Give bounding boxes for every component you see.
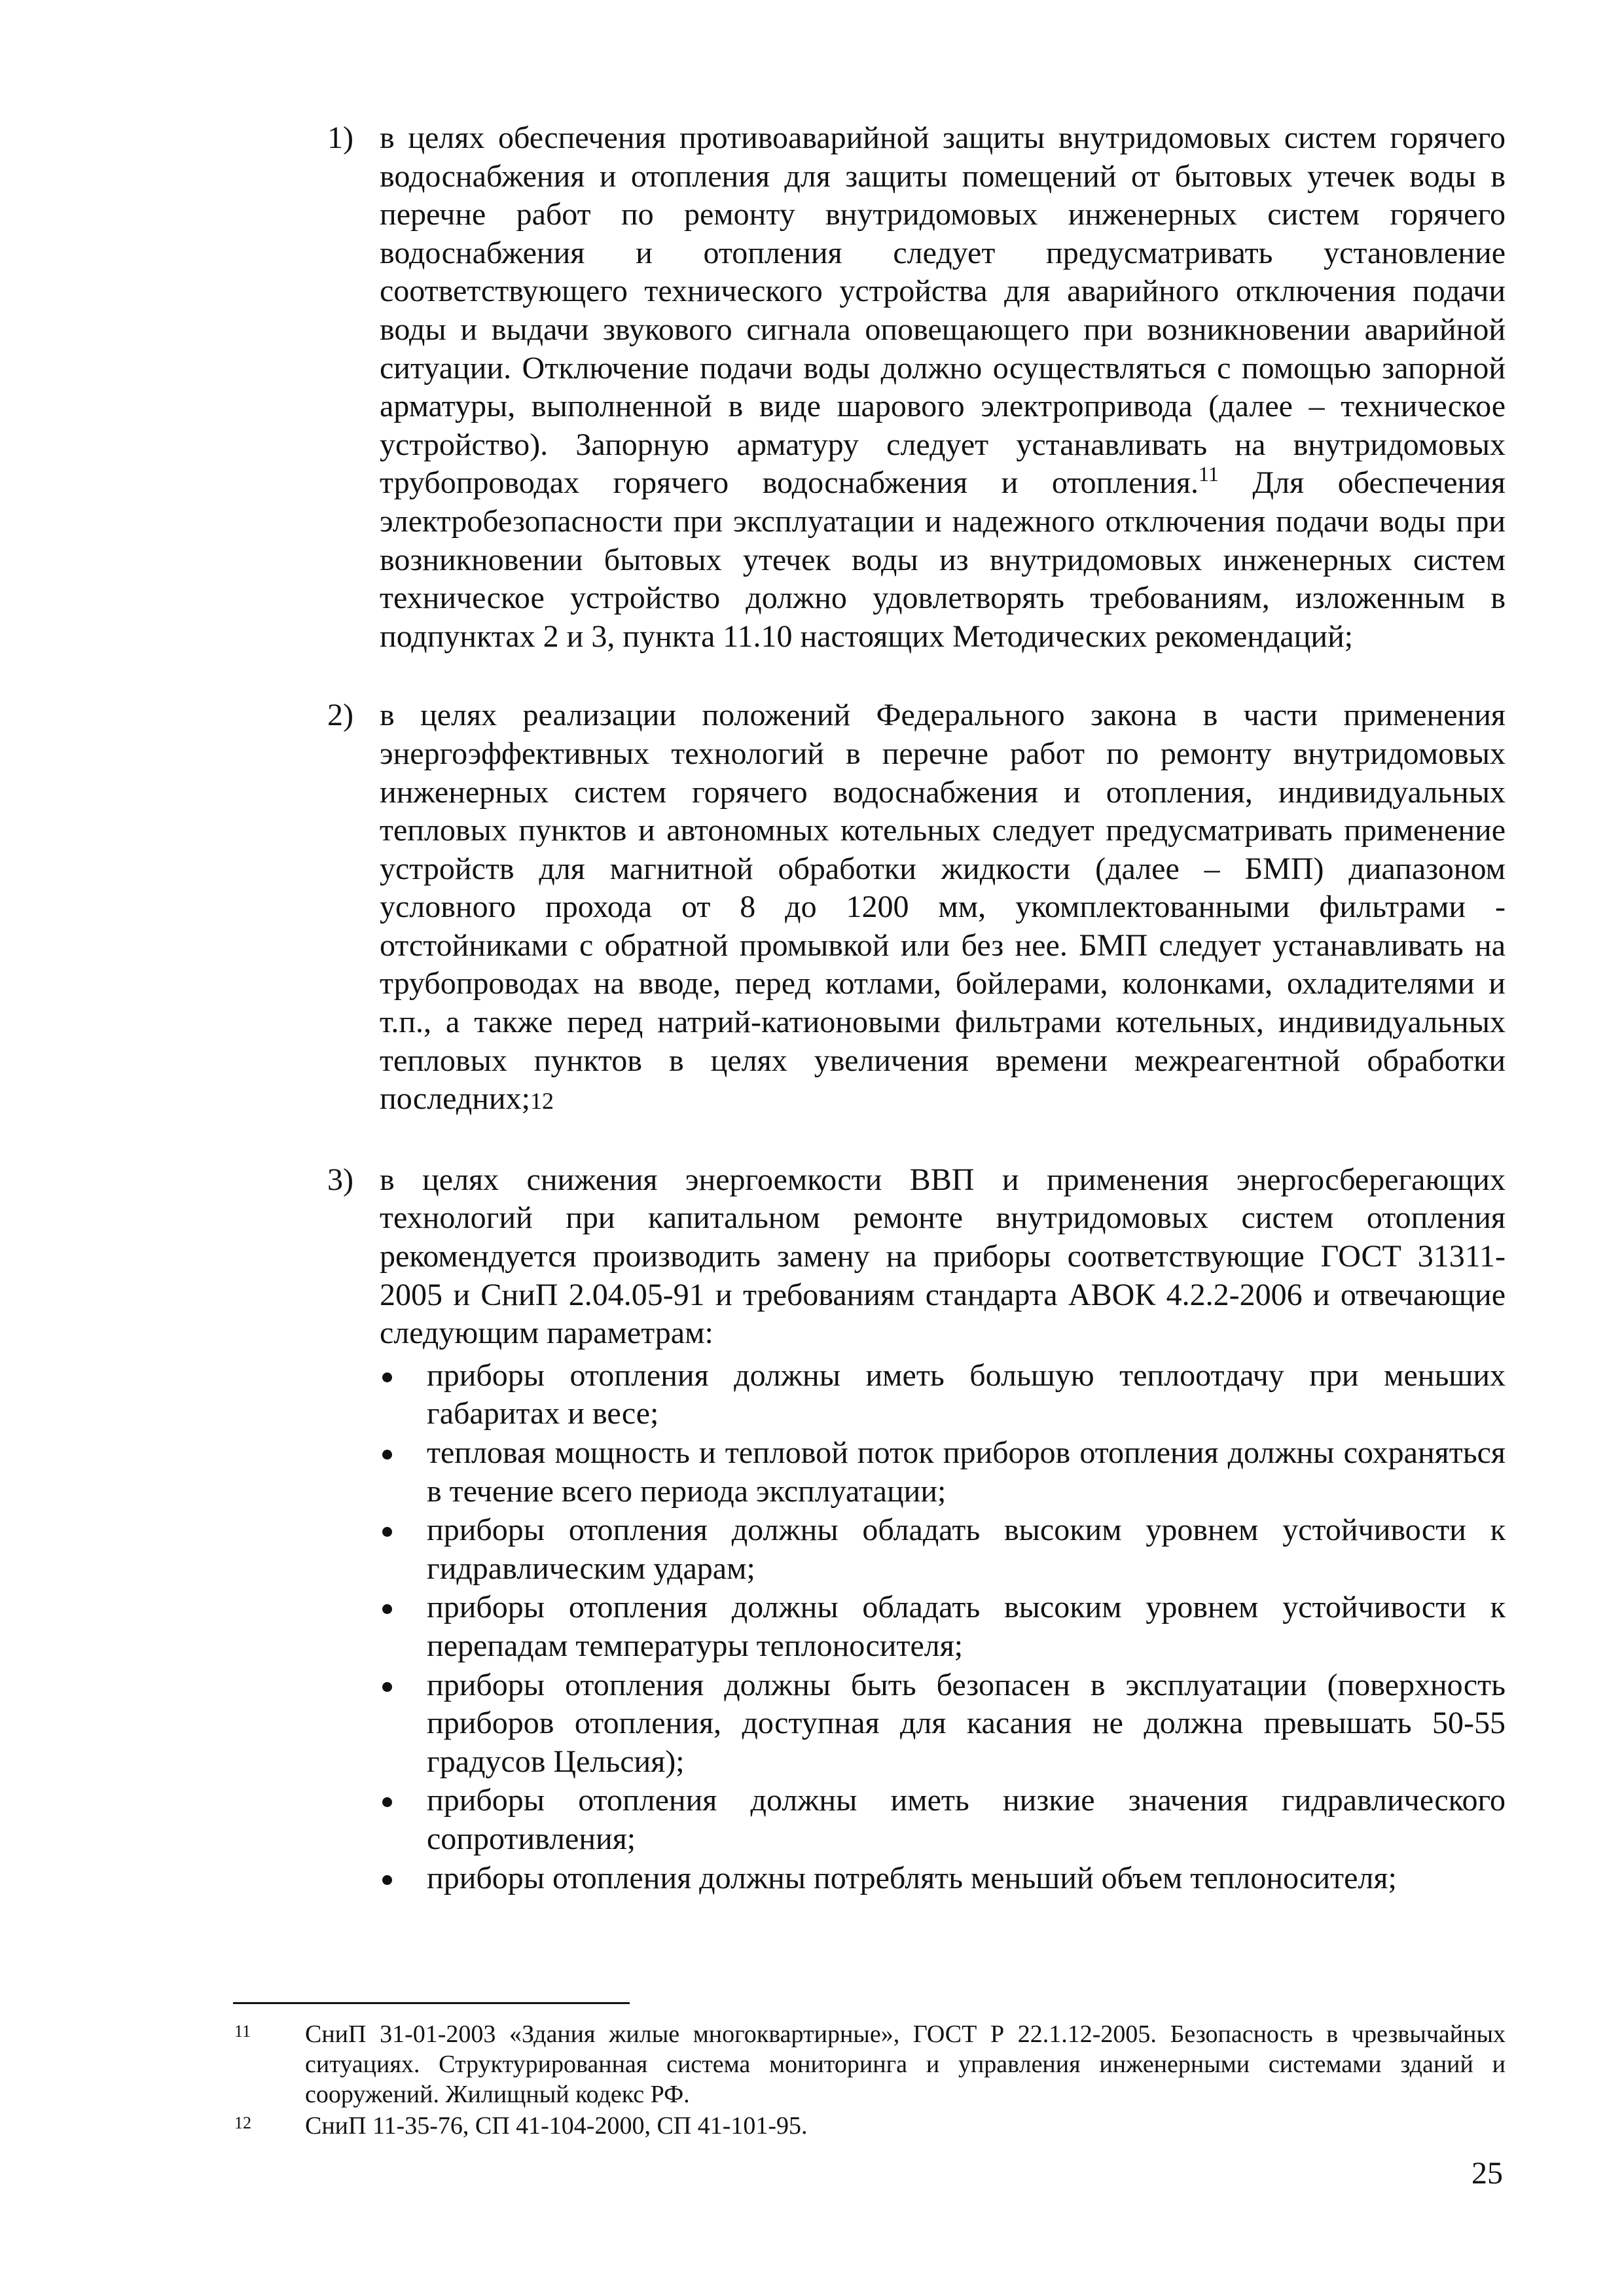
list-item-3 [313, 1161, 1506, 1897]
list-item-number: 3) [327, 1162, 353, 1197]
bullet-item: приборы отопления должны иметь низкие значения гидравлического сопротивления; [380, 1782, 1506, 1858]
bullet-item: приборы отопления должны обладать высоким уровнем устойчивости к гидравлическим ударам; [380, 1511, 1506, 1588]
list-item-number: 1) [327, 120, 353, 155]
list-item-number: 2) [327, 698, 353, 733]
bullet-list [380, 1357, 1506, 1897]
bullet-item: тепловая мощность и тепловой поток приборов отопления должны сохраняться в течение всего периода эксплуатации; [380, 1434, 1506, 1511]
footnote-number: 12 [234, 2113, 251, 2132]
bullet-dot-icon [382, 1372, 392, 1382]
bullet-dot-icon [382, 1797, 392, 1807]
bullet-item: приборы отопления должны потреблять меньший объем теплоносителя; [380, 1859, 1506, 1898]
list-item-text: в целях обеспечения противоаварийной защиты внутридомовых систем горячего водоснабжения и отопления для защиты помещений от бытовых утечек воды в перечне работ по ремонту внутридомовых инженерных систем горячего водоснабжения и отопления следует предусматривать установление соответствующего технического устройства для аварийного отключения подачи воды и выдачи звукового сигнала оповещающего при возникновении аварийной ситуации. Отключение подачи воды должно осуществляться с помощью запорной арматуры, выполненной в виде шарового электропривода (далее – техническое устройство). Запорную арматуру следует устанавливать на внутридомовых трубопроводах горячего водоснабжения и отопления.$^{11}$ Для обеспечения электробезопасности при эксплуатации и надежного отключения подачи воды при возникновении бытовых утечек воды из внутридомовых инженерных систем техническое устройство должно удовлетворять требованиям, изложенным в подпунктах 2 и 3, пункта 11.10 настоящих Методических рекомендаций; [380, 120, 1506, 654]
footnote-number: 11 [234, 2022, 251, 2041]
bullet-item: приборы отопления должны обладать высоким уровнем устойчивости к перепадам температуры теплоносителя; [380, 1588, 1506, 1665]
footnote-separator [233, 2002, 630, 2004]
bullet-dot-icon [382, 1450, 392, 1460]
list-item-text: в целях реализации положений Федерального закона в части применения энергоэффективных технологий в перечне работ по ремонту внутридомовых инженерных систем горячего водоснабжения и отопления, индивидуальных тепловых пунктов и автономных котельных следует предусматривать применение устройств для магнитной обработки жидкости (далее – БМП) диапазоном условного прохода от 8 до 1200 мм, укомплектованными фильтрами - отстойниками с обратной промывкой или без нее. БМП следует устанавливать на трубопроводах на вводе, перед котлами, бойлерами, колонками, охладителями и т.п., а также перед натрий-катионовыми фильтрами котельных, индивидуальных тепловых пунктов в целях увеличения времени межреагентной обработки последних;12 [380, 698, 1506, 1117]
footnote-text: СниП 11-35-76, СП 41-104-2000, СП 41-101-95. [305, 2112, 808, 2140]
footnotes [233, 2019, 1506, 2142]
list-item-text: в целях снижения энергоемкости ВВП и применения энергосберегающих технологий при капитальном ремонте внутридомовых систем отопления рекомендуется производить замену на приборы соответствующие ГОСТ 31311-2005 и СниП 2.04.05-91 и требованиям стандарта АВОК 4.2.2-2006 и отвечающие следующим параметрам: [380, 1162, 1506, 1351]
list-item-2 [313, 696, 1506, 1121]
page-number: 25 [1471, 2156, 1503, 2191]
list-item-1 [313, 119, 1506, 656]
footnote-reference: 12 [530, 1088, 554, 1115]
bullet-item: приборы отопления должны иметь большую теплоотдачу при меньших габаритах и весе; [380, 1357, 1506, 1433]
footnote-11 [233, 2019, 1506, 2109]
footnote-text: СниП 31-01-2003 «Здания жилые многоквартирные», ГОСТ Р 22.1.12-2005. Безопасность в чрезвычайных ситуациях. Структурированная система мониторинга и управления инженерными системами зданий и сооружений. Жилищный кодекс РФ. [305, 2020, 1506, 2108]
bullet-dot-icon [382, 1527, 392, 1537]
numbered-list [313, 119, 1506, 1938]
footnote-reference: 11 [1199, 462, 1219, 486]
bullet-dot-icon [382, 1604, 392, 1614]
footnote-12 [233, 2111, 1506, 2141]
bullet-dot-icon [382, 1682, 392, 1692]
bullet-dot-icon [382, 1875, 392, 1885]
bullet-item: приборы отопления должны быть безопасен в эксплуатации (поверхность приборов отопления, доступная для касания не должна превышать 50-55 градусов Цельсия); [380, 1666, 1506, 1782]
